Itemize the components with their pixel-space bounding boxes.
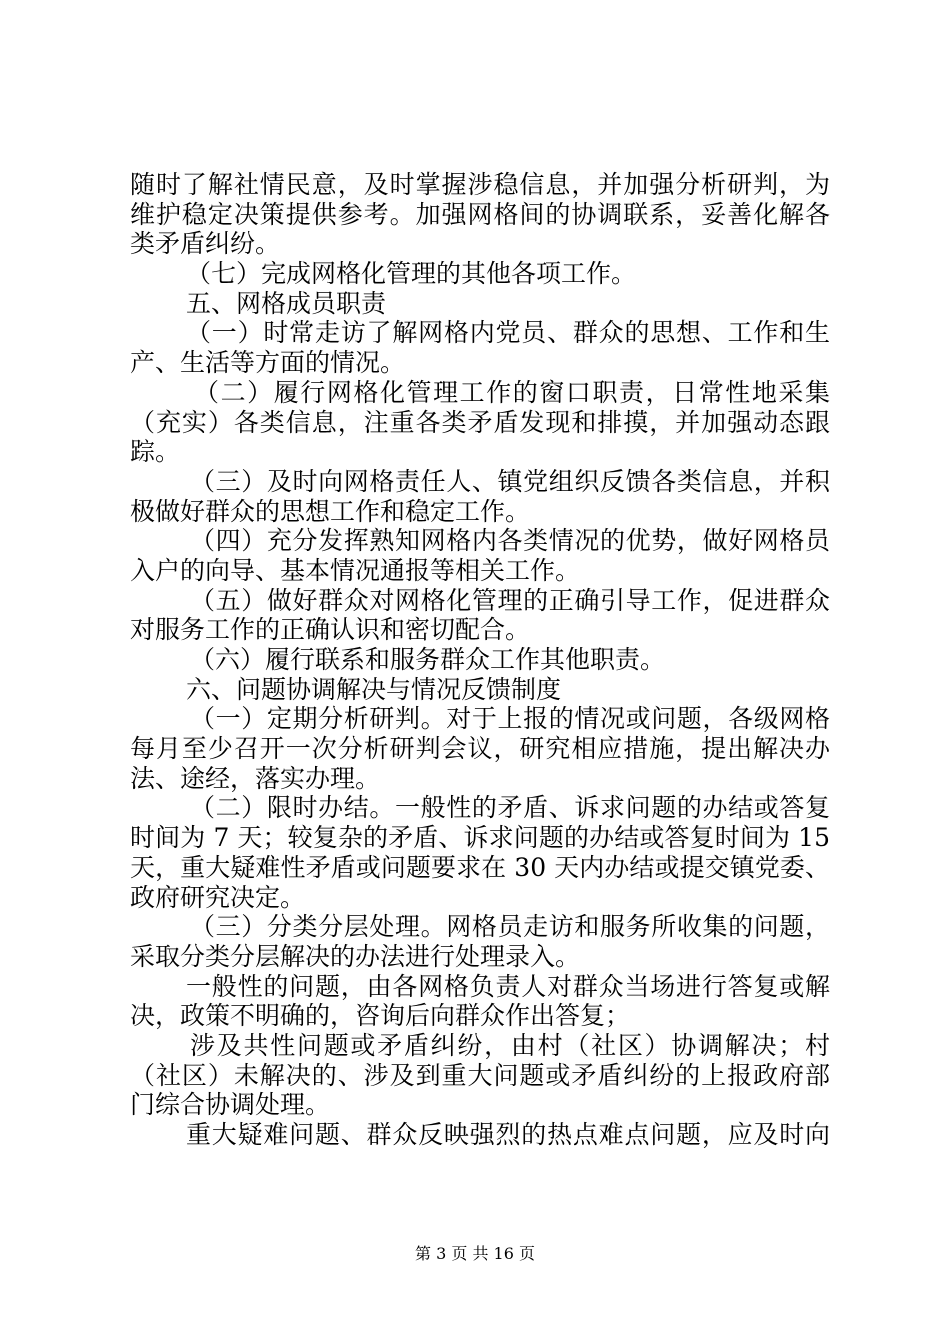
text-line: （三）及时向网格责任人、镇党组织反馈各类信息，并积 <box>190 466 830 496</box>
text-line: 六、问题协调解决与情况反馈制度 <box>186 674 562 704</box>
text-line: 时间为 7 天；较复杂的矛盾、诉求问题的办结或答复时间为 15 <box>130 823 830 853</box>
text-line: 决，政策不明确的，咨询后向群众作出答复； <box>130 1001 631 1031</box>
text-line: 维护稳定决策提供参考。加强网格间的协调联系，妥善化解各 <box>130 199 830 229</box>
text-line: （三）分类分层处理。网格员走访和服务所收集的问题， <box>190 912 830 942</box>
document-body <box>130 170 830 1150</box>
text-line: （一）定期分析研判。对于上报的情况或问题，各级网格 <box>190 704 830 734</box>
text-line: 入户的向导、基本情况通报等相关工作。 <box>130 555 581 585</box>
text-line: 踪。 <box>130 437 181 467</box>
text-line: 采取分类分层解决的办法进行处理录入。 <box>130 941 581 971</box>
text-line: （充实）各类信息，注重各类矛盾发现和排摸，并加强动态跟 <box>130 407 830 437</box>
text-line: 重大疑难问题、群众反映强烈的热点难点问题，应及时向 <box>186 1120 830 1149</box>
text-line: （二）限时办结。一般性的矛盾、诉求问题的办结或答复 <box>190 793 830 823</box>
text-line: 法、途经，落实办理。 <box>130 763 381 793</box>
text-line: （五）做好群众对网格化管理的正确引导工作，促进群众 <box>190 585 830 615</box>
text-line: （二）履行网格化管理工作的窗口职责，日常性地采集 <box>194 377 830 407</box>
text-line: 天，重大疑难性矛盾或问题要求在 30 天内办结或提交镇党委、 <box>130 852 830 882</box>
text-line: 产、生活等方面的情况。 <box>130 348 406 378</box>
text-line: 每月至少召开一次分析研判会议，研究相应措施，提出解决办 <box>130 734 830 764</box>
text-line: 涉及共性问题或矛盾纠纷，由村（社区）协调解决；村 <box>190 1030 830 1060</box>
text-line: 类矛盾纠纷。 <box>130 229 281 259</box>
text-line: （一）时常走访了解网格内党员、群众的思想、工作和生 <box>186 318 830 348</box>
page-footer: 第 3 页 共 16 页 <box>415 1244 535 1263</box>
text-line: 政府研究决定。 <box>130 882 306 912</box>
text-line: （社区）未解决的、涉及到重大问题或矛盾纠纷的上报政府部 <box>130 1060 830 1090</box>
text-line: 随时了解社情民意，及时掌握涉稳信息，并加强分析研判，为 <box>130 170 830 199</box>
text-line: 极做好群众的思想工作和稳定工作。 <box>130 496 531 526</box>
text-line: 对服务工作的正确认识和密切配合。 <box>130 615 531 645</box>
text-line: 一般性的问题，由各网格负责人对群众当场进行答复或解 <box>186 971 830 1001</box>
text-line: 门综合协调处理。 <box>130 1090 331 1120</box>
text-line: （七）完成网格化管理的其他各项工作。 <box>186 259 637 289</box>
text-line: 五、网格成员职责 <box>186 288 387 318</box>
text-line: （四）充分发挥熟知网格内各类情况的优势，做好网格员 <box>190 526 830 556</box>
text-line: （六）履行联系和服务群众工作其他职责。 <box>190 645 666 674</box>
